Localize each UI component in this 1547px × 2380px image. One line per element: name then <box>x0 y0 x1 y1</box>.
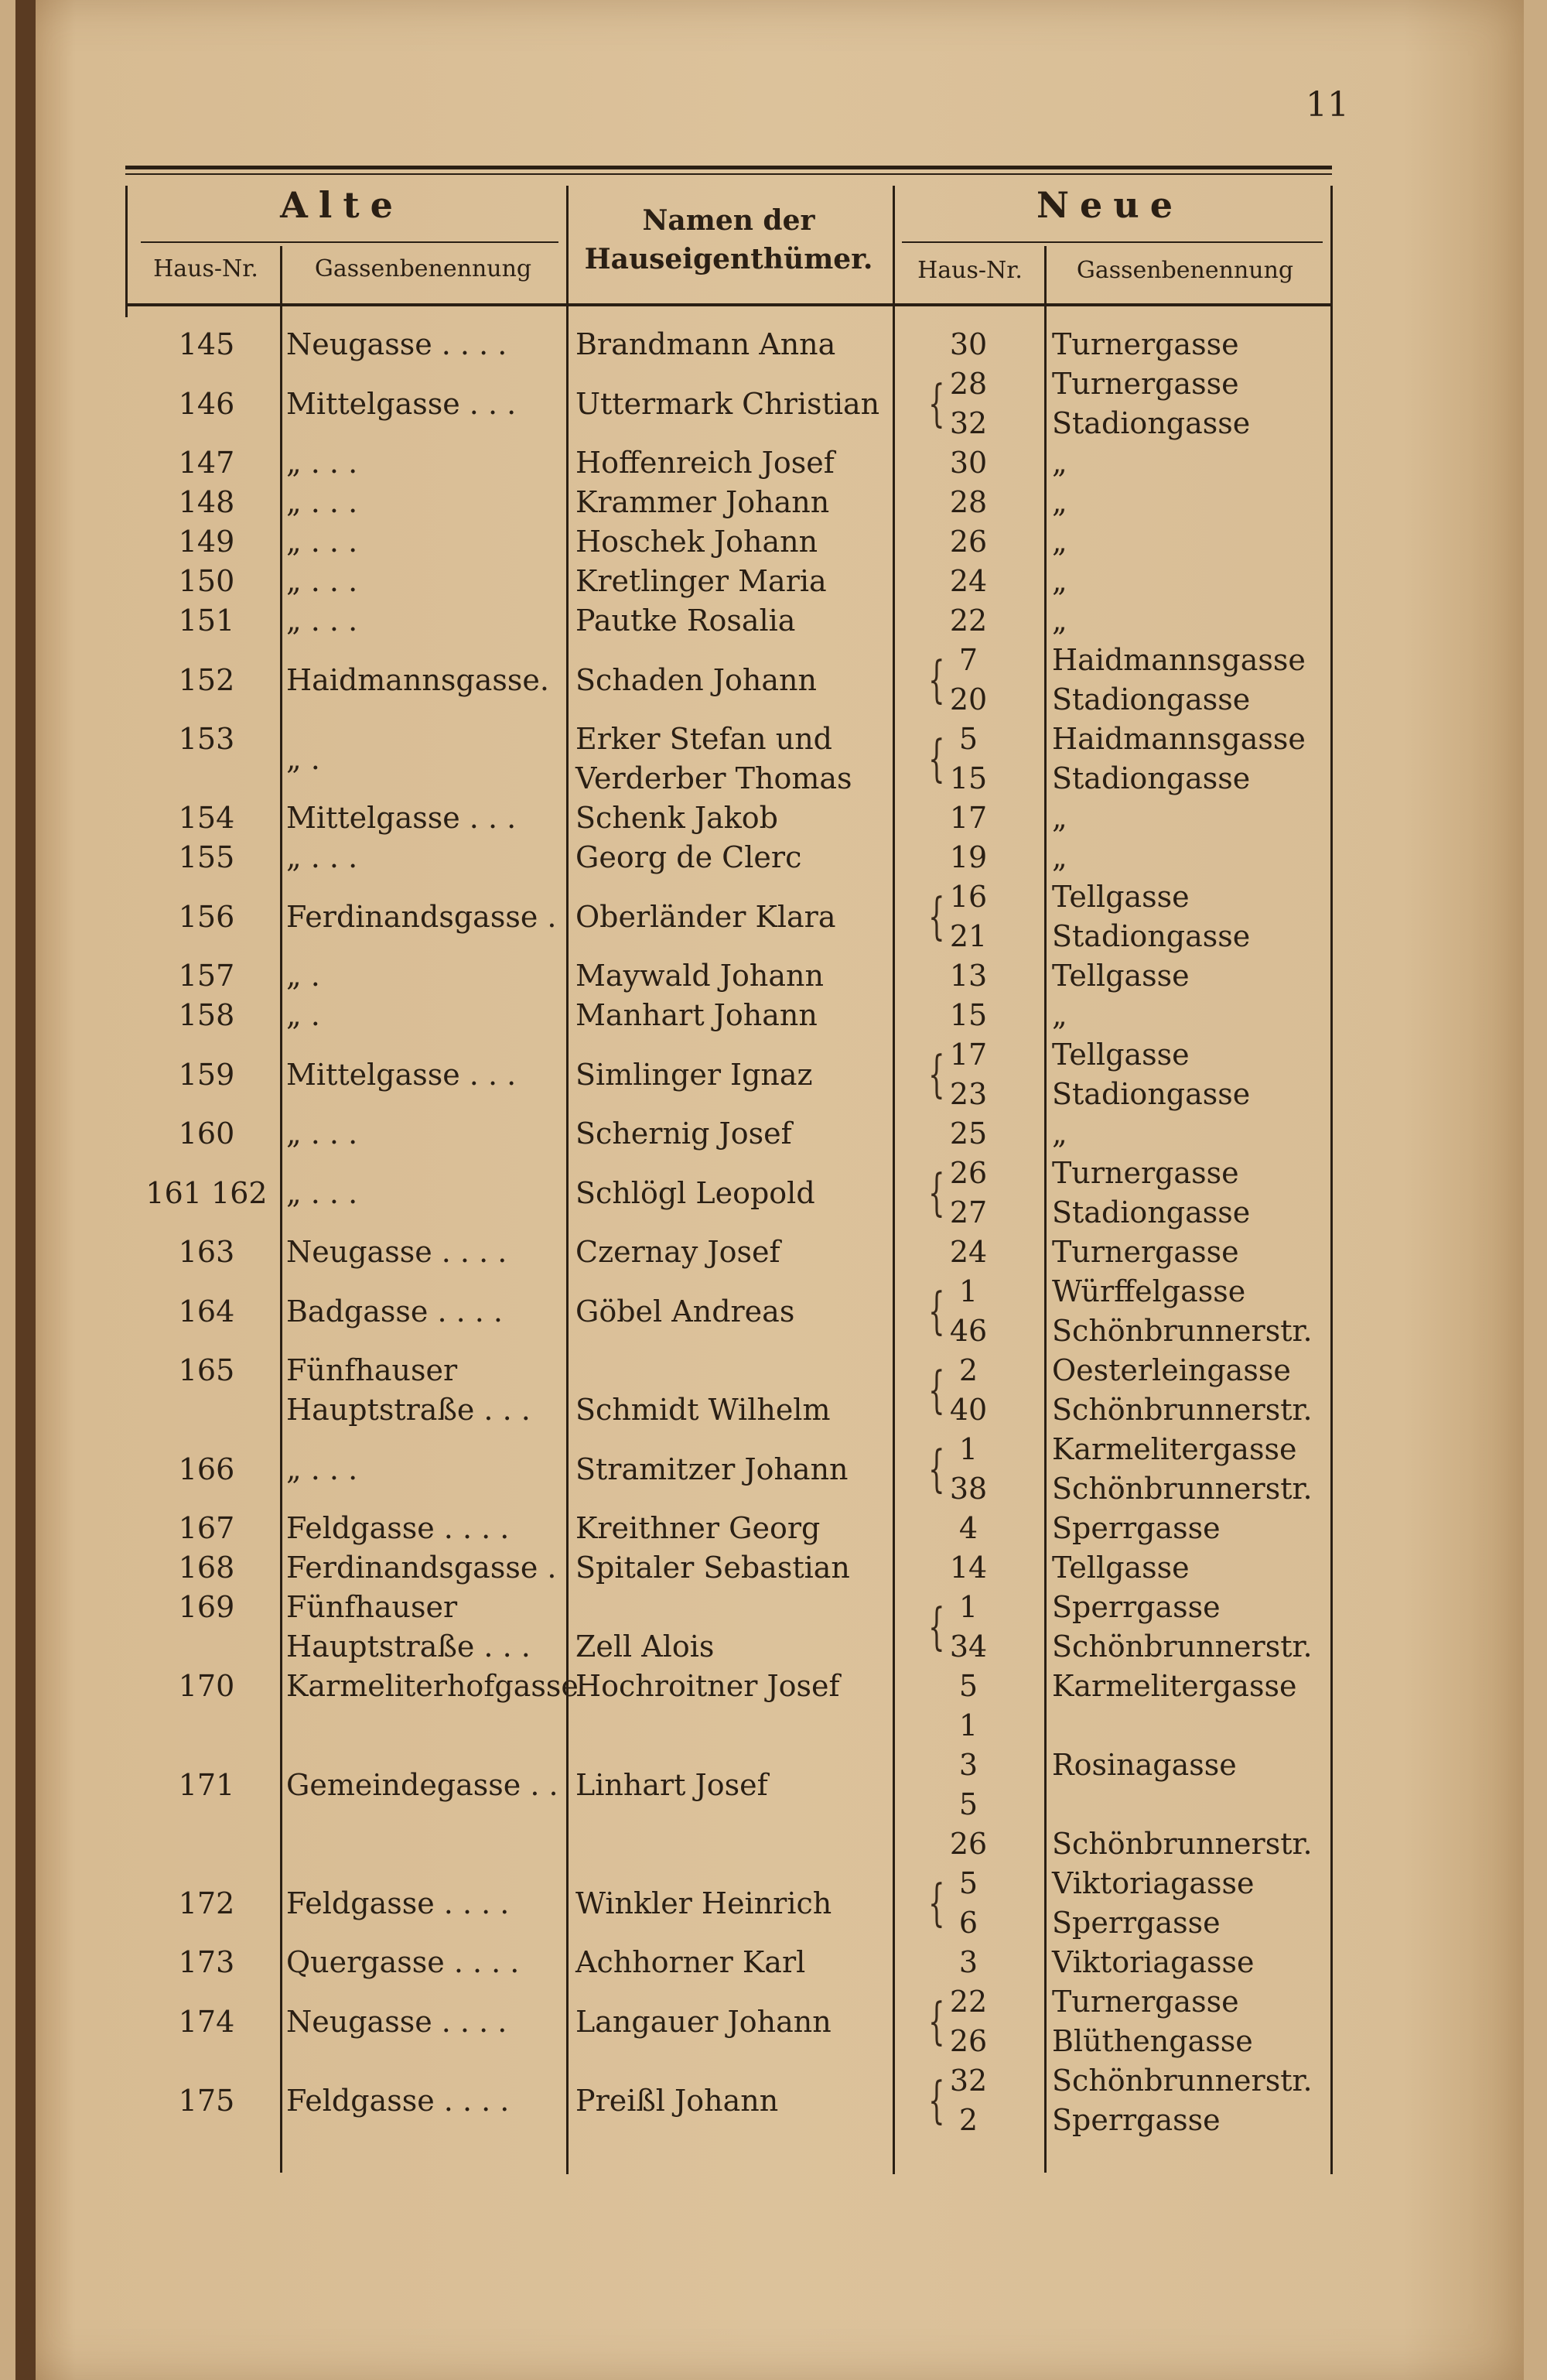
old-house-no: 149 <box>178 525 235 559</box>
old-street: Hauptstraße . . . <box>286 1393 531 1427</box>
old-street: „ . . . <box>286 1175 358 1210</box>
old-street: Mittelgasse . . . <box>286 801 517 835</box>
old-street: Hauptstraße . . . <box>286 1629 531 1664</box>
owner-name: Göbel Andreas <box>575 1294 795 1328</box>
book-page <box>15 0 1524 2380</box>
owner-name: Oberländer Klara <box>575 899 836 934</box>
new-house-no: 13 <box>949 959 988 993</box>
new-house-no: 15 <box>949 761 988 795</box>
new-house-no: 32 <box>949 406 988 440</box>
col-line-right <box>1330 186 1333 2174</box>
new-house-no: 20 <box>949 682 988 716</box>
new-street: Sperrgasse <box>1052 1590 1221 1624</box>
new-street: „ <box>1052 801 1067 835</box>
book-spine <box>15 0 36 2380</box>
new-house-no: 15 <box>949 998 988 1032</box>
old-house-no: 147 <box>178 446 235 480</box>
owner-name: Erker Stefan und <box>575 722 832 756</box>
new-street: Tellgasse <box>1052 880 1190 914</box>
new-street: Rosinagasse <box>1052 1748 1237 1782</box>
new-street: Karmelitergasse <box>1052 1432 1297 1466</box>
new-house-no: 26 <box>949 2024 988 2058</box>
header-old-house-no: Haus-Nr. <box>153 255 258 282</box>
old-house-no: 171 <box>178 1767 235 1802</box>
new-house-no: 2 <box>958 1353 978 1387</box>
old-house-no: 167 <box>178 1511 235 1545</box>
old-street: „ . . . <box>286 525 358 559</box>
new-house-no: 1 <box>958 1708 978 1742</box>
old-house-no: 154 <box>178 801 235 835</box>
owner-name: Uttermark Christian <box>575 386 880 421</box>
owner-name: Manhart Johann <box>575 998 818 1032</box>
owner-name: Hochroitner Josef <box>575 1669 840 1703</box>
new-street: Viktoriagasse <box>1052 1866 1255 1900</box>
new-street: „ <box>1052 998 1067 1032</box>
new-house-no: 16 <box>949 880 988 914</box>
new-house-no: 14 <box>949 1551 988 1585</box>
new-street: Turnergasse <box>1052 1156 1239 1190</box>
new-house-no: 21 <box>949 919 988 953</box>
new-street: „ <box>1052 604 1067 638</box>
owner-name: Spitaler Sebastian <box>575 1551 850 1585</box>
table-top-rule-thin <box>125 173 1332 175</box>
old-street: „ . <box>286 959 320 993</box>
old-house-no: 152 <box>178 662 235 697</box>
old-house-no: 169 <box>178 1590 235 1624</box>
new-street: Stadiongasse <box>1052 406 1251 440</box>
new-house-no: 19 <box>949 840 988 874</box>
old-house-no: 159 <box>178 1057 235 1092</box>
new-street: Turnergasse <box>1052 1235 1239 1269</box>
new-street: Schönbrunnerstr. <box>1052 1629 1313 1664</box>
new-house-no: 24 <box>949 564 988 598</box>
old-street: Quergasse . . . . <box>286 1945 520 1979</box>
new-house-no: 6 <box>958 1906 978 1940</box>
new-house-no: 28 <box>949 367 988 401</box>
owner-name: Georg de Clerc <box>575 840 802 874</box>
new-house-no: 26 <box>949 1156 988 1190</box>
old-house-no: 166 <box>178 1452 235 1486</box>
old-street: Neugasse . . . . <box>286 2004 507 2039</box>
new-house-no: 28 <box>949 485 988 519</box>
new-house-no: 3 <box>958 1945 978 1979</box>
old-street: „ . . . <box>286 604 358 638</box>
old-house-no: 158 <box>178 998 235 1032</box>
brace-mark: { <box>928 730 945 789</box>
old-street: „ . . . <box>286 1116 358 1151</box>
new-house-no: 26 <box>949 525 988 559</box>
old-house-no: 156 <box>178 899 235 934</box>
new-house-no: 24 <box>949 1235 988 1269</box>
new-house-no: 5 <box>958 1787 978 1821</box>
old-house-no: 148 <box>178 485 235 519</box>
old-street: Ferdinandsgasse . <box>286 899 557 934</box>
brace-mark: { <box>928 1045 945 1105</box>
brace-mark: { <box>928 1440 945 1499</box>
new-street: Blüthengasse <box>1052 2024 1253 2058</box>
owner-name: Winkler Heinrich <box>575 1886 832 1920</box>
new-house-no: 17 <box>949 1038 988 1072</box>
new-street: „ <box>1052 525 1067 559</box>
old-street: Karmeliterhofgasse <box>286 1669 579 1703</box>
header-old-street: Gassenbenennung <box>314 255 532 282</box>
brace-mark: { <box>928 1992 945 2052</box>
owner-name: Achhorner Karl <box>575 1945 806 1979</box>
new-street: Tellgasse <box>1052 1038 1190 1072</box>
brace-mark: { <box>928 2071 945 2131</box>
header-new: Neue <box>1036 184 1184 226</box>
table-top-rule <box>125 166 1332 169</box>
old-street: Mittelgasse . . . <box>286 1057 517 1092</box>
new-street: Schönbrunnerstr. <box>1052 1472 1313 1506</box>
owner-name: Schenk Jakob <box>575 801 778 835</box>
old-street: „ . . . <box>286 1452 358 1486</box>
new-house-no: 17 <box>949 801 988 835</box>
new-house-no: 32 <box>949 2064 988 2098</box>
owner-name: Simlinger Ignaz <box>575 1057 813 1092</box>
header-old-divider <box>141 241 558 243</box>
owner-name: Langauer Johann <box>575 2004 832 2039</box>
owner-name: Verderber Thomas <box>575 761 852 795</box>
old-house-no: 164 <box>178 1294 235 1328</box>
old-house-no: 172 <box>178 1886 235 1920</box>
new-house-no: 34 <box>949 1629 988 1664</box>
brace-mark: { <box>928 1282 945 1342</box>
new-house-no: 38 <box>949 1472 988 1506</box>
new-street: Sperrgasse <box>1052 1511 1221 1545</box>
owner-name: Krammer Johann <box>575 485 830 519</box>
old-house-no: 161 162 <box>145 1175 268 1210</box>
owner-name: Pautke Rosalia <box>575 604 796 638</box>
old-street: Mittelgasse . . . <box>286 386 517 421</box>
brace-mark: { <box>928 374 945 434</box>
col-line-2 <box>566 186 569 2174</box>
owner-name: Maywald Johann <box>575 959 824 993</box>
col-line-1 <box>280 246 282 2173</box>
old-house-no: 168 <box>178 1551 235 1585</box>
owner-name: Stramitzer Johann <box>575 1452 849 1486</box>
new-street: Tellgasse <box>1052 1551 1190 1585</box>
header-new-house-no: Haus-Nr. <box>917 257 1023 284</box>
owner-name: Schaden Johann <box>575 662 817 697</box>
old-street: Haidmannsgasse. <box>286 662 549 697</box>
old-street: Neugasse . . . . <box>286 1235 507 1269</box>
new-house-no: 23 <box>949 1077 988 1111</box>
new-street: „ <box>1052 840 1067 874</box>
owner-name: Preißl Johann <box>575 2083 779 2118</box>
new-house-no: 2 <box>958 2103 978 2137</box>
new-street: Turnergasse <box>1052 1985 1239 2019</box>
header-bottom-rule <box>125 303 1332 306</box>
old-street: „ . <box>286 741 320 776</box>
new-house-no: 30 <box>949 327 988 361</box>
owner-name: Kreithner Georg <box>575 1511 821 1545</box>
owner-name: Zell Alois <box>575 1629 715 1664</box>
old-house-no: 155 <box>178 840 235 874</box>
brace-mark: { <box>928 887 945 947</box>
new-street: „ <box>1052 485 1067 519</box>
new-house-no: 40 <box>949 1393 988 1427</box>
new-street: Schönbrunnerstr. <box>1052 2064 1313 2098</box>
old-street: „ . . . <box>286 840 358 874</box>
new-house-no: 25 <box>949 1116 988 1151</box>
old-house-no: 173 <box>178 1945 235 1979</box>
old-house-no: 175 <box>178 2083 235 2118</box>
new-house-no: 1 <box>958 1590 978 1624</box>
old-street: Gemeindegasse . . <box>286 1767 558 1802</box>
old-house-no: 150 <box>178 564 235 598</box>
new-street: Haidmannsgasse <box>1052 643 1306 677</box>
old-street: „ . . . <box>286 564 358 598</box>
old-house-no: 145 <box>178 327 235 361</box>
col-line-left <box>125 186 128 317</box>
new-house-no: 5 <box>958 1669 978 1703</box>
brace-mark: { <box>928 1361 945 1421</box>
col-line-3 <box>893 186 895 2174</box>
new-street: Schönbrunnerstr. <box>1052 1393 1313 1427</box>
old-house-no: 163 <box>178 1235 235 1269</box>
owner-name: Hoschek Johann <box>575 525 818 559</box>
new-house-no: 5 <box>958 722 978 756</box>
new-street: Schönbrunnerstr. <box>1052 1314 1313 1348</box>
old-street: „ . . . <box>286 446 358 480</box>
old-street: Feldgasse . . . . <box>286 2083 510 2118</box>
owner-name: Schmidt Wilhelm <box>575 1393 831 1427</box>
owner-name: Kretlinger Maria <box>575 564 827 598</box>
new-street: „ <box>1052 1116 1067 1151</box>
new-street: Schönbrunnerstr. <box>1052 1827 1313 1861</box>
new-street: Stadiongasse <box>1052 1077 1251 1111</box>
new-street: Stadiongasse <box>1052 919 1251 953</box>
new-street: Würffelgasse <box>1052 1274 1246 1308</box>
old-house-no: 151 <box>178 604 235 638</box>
old-house-no: 165 <box>178 1353 235 1387</box>
header-old: Alte <box>280 184 404 226</box>
old-house-no: 157 <box>178 959 235 993</box>
old-house-no: 160 <box>178 1116 235 1151</box>
owner-name: Schlögl Leopold <box>575 1175 815 1210</box>
old-street: „ . <box>286 998 320 1032</box>
new-house-no: 1 <box>958 1432 978 1466</box>
new-house-no: 3 <box>958 1748 978 1782</box>
new-house-no: 1 <box>958 1274 978 1308</box>
brace-mark: { <box>928 651 945 710</box>
new-street: „ <box>1052 564 1067 598</box>
new-house-no: 5 <box>958 1866 978 1900</box>
brace-mark: { <box>928 1598 945 1657</box>
new-street: Haidmannsgasse <box>1052 722 1306 756</box>
new-street: Viktoriagasse <box>1052 1945 1255 1979</box>
owner-name: Brandmann Anna <box>575 327 836 361</box>
header-owners: Namen der Hauseigenthümer. <box>584 204 873 275</box>
old-street: Fünfhauser <box>286 1590 458 1624</box>
new-street: Sperrgasse <box>1052 2103 1221 2137</box>
page-number: 11 <box>1306 85 1349 125</box>
owner-name: Czernay Josef <box>575 1235 780 1269</box>
new-street: Tellgasse <box>1052 959 1190 993</box>
old-street: Feldgasse . . . . <box>286 1886 510 1920</box>
old-street: Ferdinandsgasse . <box>286 1551 557 1585</box>
new-street: Stadiongasse <box>1052 1195 1251 1229</box>
old-house-no: 153 <box>178 722 235 756</box>
old-street: Fünfhauser <box>286 1353 458 1387</box>
new-house-no: 27 <box>949 1195 988 1229</box>
old-street: Feldgasse . . . . <box>286 1511 510 1545</box>
old-street: Badgasse . . . . <box>286 1294 504 1328</box>
old-street: Neugasse . . . . <box>286 327 507 361</box>
new-house-no: 22 <box>949 1985 988 2019</box>
brace-mark: { <box>928 1874 945 1934</box>
new-house-no: 30 <box>949 446 988 480</box>
new-house-no: 7 <box>958 643 978 677</box>
new-house-no: 46 <box>949 1314 988 1348</box>
header-new-street: Gassenbenennung <box>1076 257 1294 284</box>
old-street: „ . . . <box>286 485 358 519</box>
new-street: Turnergasse <box>1052 367 1239 401</box>
new-street: „ <box>1052 446 1067 480</box>
new-house-no: 4 <box>958 1511 978 1545</box>
new-street: Stadiongasse <box>1052 682 1251 716</box>
new-street: Stadiongasse <box>1052 761 1251 795</box>
new-street: Sperrgasse <box>1052 1906 1221 1940</box>
brace-mark: { <box>928 1164 945 1223</box>
new-house-no: 22 <box>949 604 988 638</box>
new-street: Turnergasse <box>1052 327 1239 361</box>
old-house-no: 174 <box>178 2004 235 2039</box>
new-house-no: 26 <box>949 1827 988 1861</box>
new-street: Karmelitergasse <box>1052 1669 1297 1703</box>
owner-name: Schernig Josef <box>575 1116 792 1151</box>
old-house-no: 146 <box>178 386 235 421</box>
owner-name: Hoffenreich Josef <box>575 446 835 480</box>
new-street: Oesterleingasse <box>1052 1353 1291 1387</box>
owner-name: Linhart Josef <box>575 1767 768 1802</box>
header-new-divider <box>902 241 1323 243</box>
old-house-no: 170 <box>178 1669 235 1703</box>
col-line-4 <box>1044 246 1047 2173</box>
